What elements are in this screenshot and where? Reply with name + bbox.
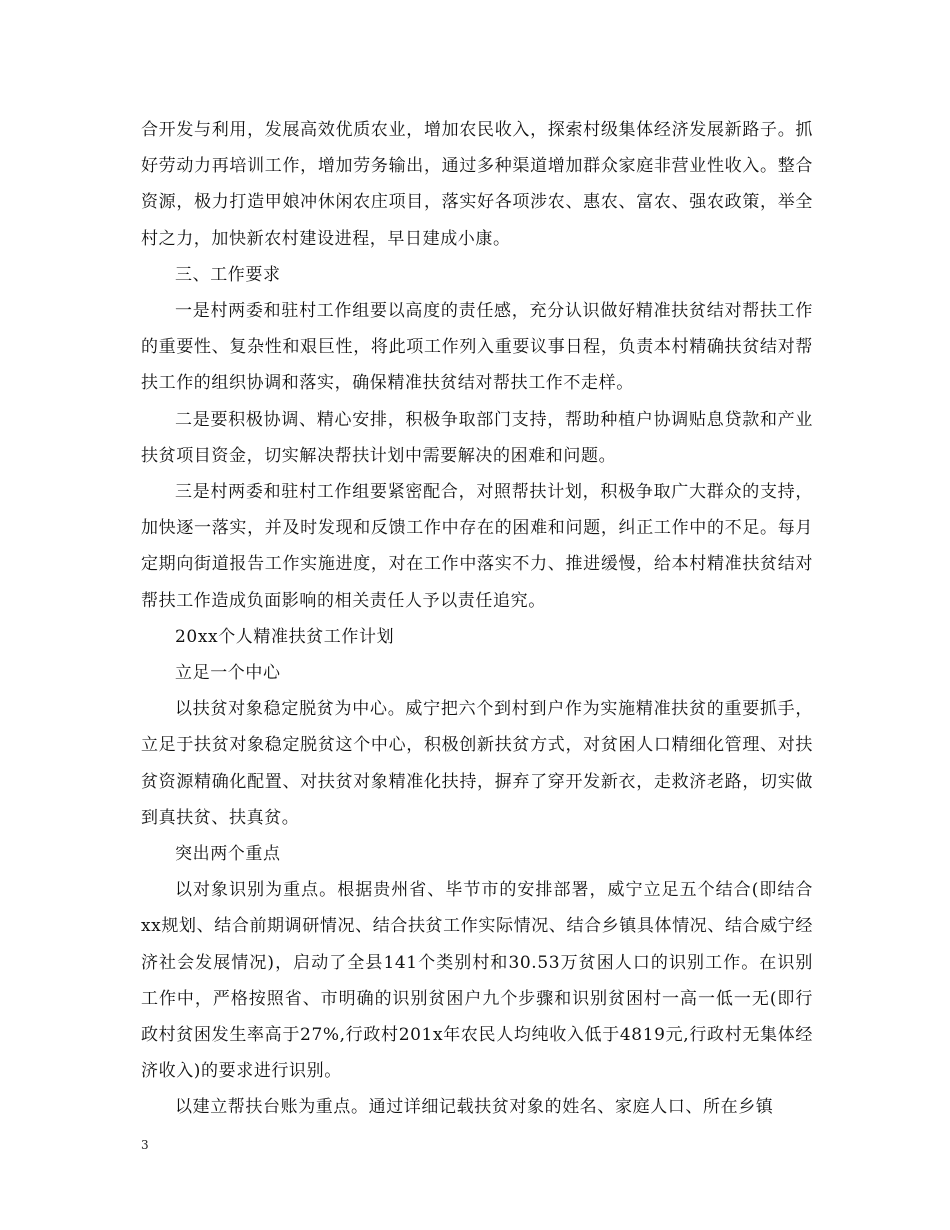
- paragraph-requirement-two: 二是要积极协调、精心安排，积极争取部门支持，帮助种植户协调贴息贷款和产业扶贫项目资金，切实解决帮扶计划中需要解决的困难和问题。: [141, 409, 813, 466]
- paragraph-assistance-ledger: 以建立帮扶台账为重点。通过详细记载扶贫对象的姓名、家庭人口、所在乡镇: [175, 1097, 774, 1118]
- heading-two-focuses: 突出两个重点: [175, 844, 281, 865]
- heading-work-requirements: 三、工作要求: [175, 264, 281, 285]
- paragraph-requirement-one: 一是村两委和驻村工作组要以高度的责任感，充分认识做好精准扶贫结对帮扶工作的重要性、复杂性和艰巨性，将此项工作列入重要议事日程，负责本村精确扶贫结对帮扶工作的组织协调和落实，确保精准扶贫结对帮扶工作不走样。: [141, 301, 813, 394]
- heading-personal-plan: 20xx个人精准扶贫工作计划: [175, 626, 395, 647]
- document-body: [141, 112, 813, 1126]
- paragraph-continued-intro: 合开发与利用，发展高效优质农业，增加农民收入，探索村级集体经济发展新路子。抓好劳动力再培训工作，增加劳务输出，通过多种渠道增加群众家庭非营业性收入。整合资源，极力打造甲娘冲休闲农庄项目，落实好各项涉农、惠农、富农、强农政策，举全村之力，加快新农村建设进程，早日建成小康。: [141, 120, 813, 249]
- paragraph-requirement-three: 三是村两委和驻村工作组要紧密配合，对照帮扶计划，积极争取广大群众的支持，加快逐一落实，并及时发现和反馈工作中存在的困难和问题，纠正工作中的不足。每月定期向街道报告工作实施进度，对在工作中落实不力、推进缓慢，给本村精准扶贫结对帮扶工作造成负面影响的相关责任人予以责任追究。: [141, 482, 813, 611]
- paragraph-one-center: 以扶贫对象稳定脱贫为中心。威宁把六个到村到户作为实施精准扶贫的重要抓手，立足于扶贫对象稳定脱贫这个中心，积极创新扶贫方式，对贫困人口精细化管理、对扶贫资源精确化配置、对扶贫对象精准化扶持，摒弃了穿开发新衣，走救济老路，切实做到真扶贫、扶真贫。: [141, 699, 813, 828]
- paragraph-object-identification: 以对象识别为重点。根据贵州省、毕节市的安排部署，威宁立足五个结合(即结合xx规划、结合前期调研情况、结合扶贫工作实际情况、结合乡镇具体情况、结合威宁经济社会发展情况)，启动了全县141个类别村和30.53万贫困人口的识别工作。在识别工作中，严格按照省、市明确的识别贫困户九个步骤和识别贫困村一高一低一无(即行政村贫困发生率高于27%,行政村201x年农民人均纯收入低于4819元,行政村无集体经济收入)的要求进行识别。: [141, 880, 813, 1082]
- page-number: 3: [141, 1138, 149, 1152]
- heading-one-center: 立足一个中心: [175, 663, 281, 684]
